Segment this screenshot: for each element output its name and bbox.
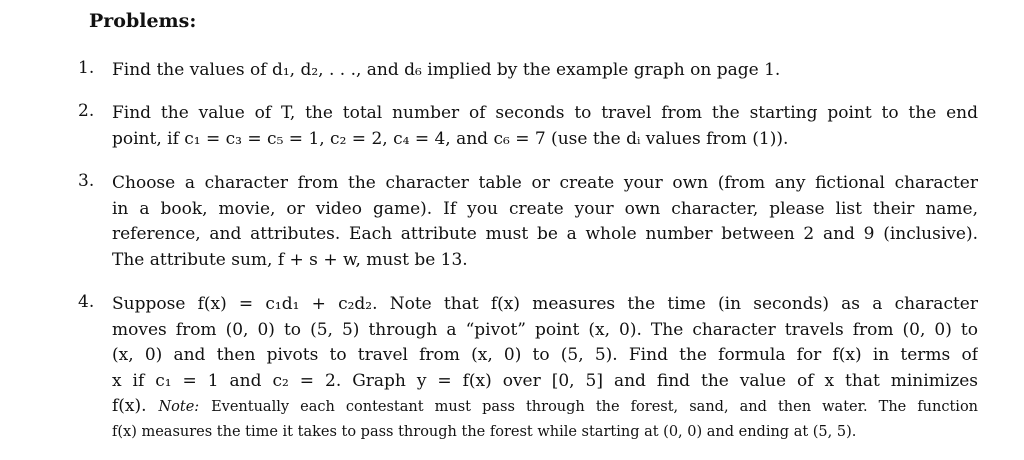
problem-1 — [78, 58, 978, 84]
problem-text — [112, 171, 978, 273]
note-line — [112, 394, 978, 420]
problem-line: Find the values of d₁, d₂, . . ., and d₆ implied by the example graph on page 1. — [112, 60, 781, 80]
problem-line: Suppose f(x) = c₁d₁ + c₂d₂. Note that f(x) measures the time (in seconds) as a character — [112, 294, 978, 314]
note-label: Note: — [158, 399, 200, 415]
problem-line: in a book, movie, or video game). If you create your own character, please list their name, — [112, 198, 978, 219]
note-text: Eventually each contestant must pass through the forest, sand, and then water. The function — [211, 399, 978, 415]
page-heading: Problems: — [89, 10, 197, 32]
problem-line: point, if c₁ = c₃ = c₅ = 1, c₂ = 2, c₄ = 4, and c₆ = 7 (use the dᵢ values from (1)). — [112, 128, 789, 149]
problem-line: x if c₁ = 1 and c₂ = 2. Graph y = f(x) over [0, 5] and find the value of x that minimizes — [112, 370, 978, 391]
problem-line: reference, and attributes. Each attribute must be a whole number between 2 and 9 (inclusive). — [112, 224, 978, 244]
problem-line: moves from (0, 0) to (5, 5) through a “pivot” point (x, 0). The character travels from (0, 0) to — [112, 319, 978, 340]
problem-line: Choose a character from the character table or create your own (from any fictional character — [112, 173, 978, 193]
problem-line: The attribute sum, f + s + w, must be 13. — [112, 249, 468, 270]
problem-line: (x, 0) and then pivots to travel from (x, 0) to (5, 5). Find the formula for f(x) in terms of — [112, 345, 978, 365]
problem-text — [112, 58, 978, 84]
note-lead: f(x). — [112, 396, 147, 416]
problem-number: 1. — [78, 58, 95, 78]
problem-number: 4. — [78, 292, 95, 312]
problem-4 — [78, 292, 978, 445]
problem-text — [112, 292, 978, 445]
problem-number: 3. — [78, 171, 95, 191]
problem-text — [112, 101, 978, 152]
problem-number: 2. — [78, 101, 95, 121]
problem-line: Find the value of T, the total number of seconds to travel from the starting point to the end — [112, 103, 978, 123]
note-last-line: f(x) measures the time it takes to pass through the forest while starting at (0, 0) and ending at (5, 5). — [112, 423, 857, 440]
problem-3 — [78, 171, 978, 273]
problem-2 — [78, 101, 978, 152]
